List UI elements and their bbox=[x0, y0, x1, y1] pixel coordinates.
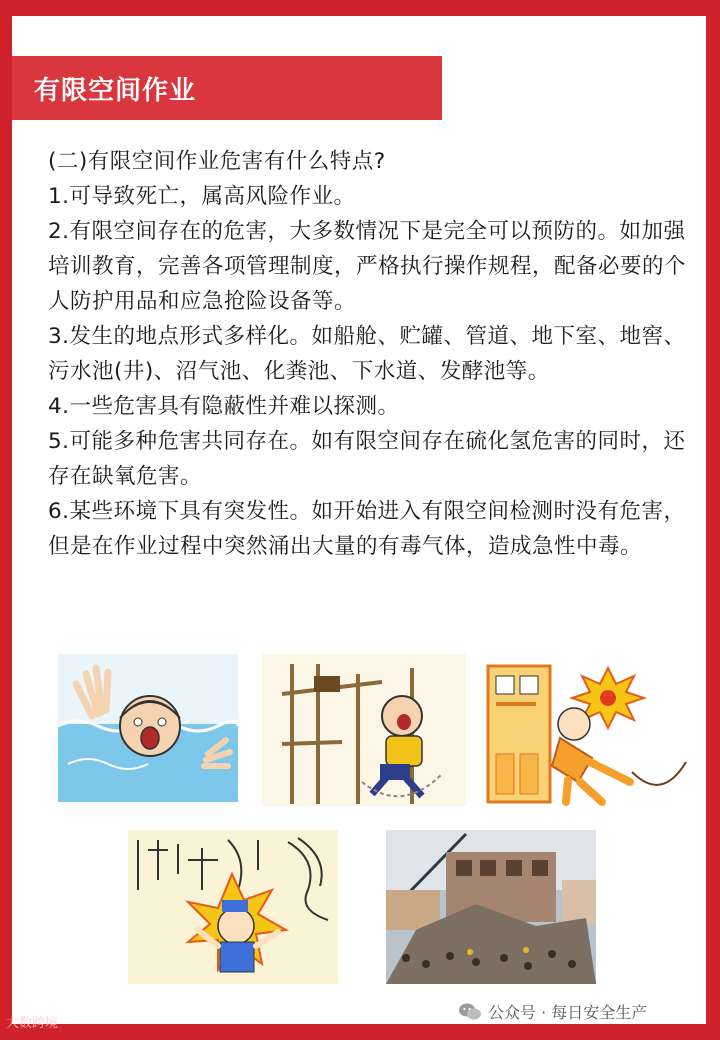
electric-shock-illustration bbox=[482, 662, 688, 806]
corner-watermark: 大数跨境 bbox=[6, 1016, 59, 1031]
text-line: 1.可导致死亡，属高风险作业。 bbox=[48, 184, 356, 209]
section-title-bar bbox=[12, 56, 442, 120]
struck-by-object-illustration bbox=[128, 830, 338, 984]
account-attribution bbox=[458, 1000, 647, 1023]
article-text bbox=[48, 144, 688, 564]
text-line: (二)有限空间作业危害有什么特点? bbox=[48, 149, 386, 174]
text-line: 6.某些环境下具有突发性。如开始进入有限空间检测时没有危害，但是在作业过程中突然涌出大量的有毒气体，造成急性中毒。 bbox=[48, 499, 686, 559]
drowning-illustration bbox=[58, 654, 238, 802]
text-line: 3.发生的地点形式多样化。如船舱、贮罐、管道、地下室、地窖、污水池(井)、沼气池、化粪池、下水道、发酵池等。 bbox=[48, 324, 686, 384]
text-line: 2.有限空间存在的危害，大多数情况下是完全可以预防的。如加强培训教育，完善各项管理制度，严格执行操作规程，配备必要的个人防护用品和应急抢险设备等。 bbox=[48, 219, 687, 314]
account-name: 公众号 · 每日安全生产 bbox=[488, 1003, 648, 1022]
text-line: 5.可能多种危害共同存在。如有限空间存在硫化氢危害的同时，还存在缺氧危害。 bbox=[48, 429, 686, 489]
content-card bbox=[12, 16, 706, 1024]
wechat-icon bbox=[458, 1002, 482, 1022]
collapsed-building-photo bbox=[386, 830, 596, 984]
falling-worker-illustration bbox=[262, 654, 466, 806]
text-line: 4.一些危害具有隐蔽性并难以探测。 bbox=[48, 394, 400, 419]
section-title: 有限空间作业 bbox=[34, 75, 197, 106]
